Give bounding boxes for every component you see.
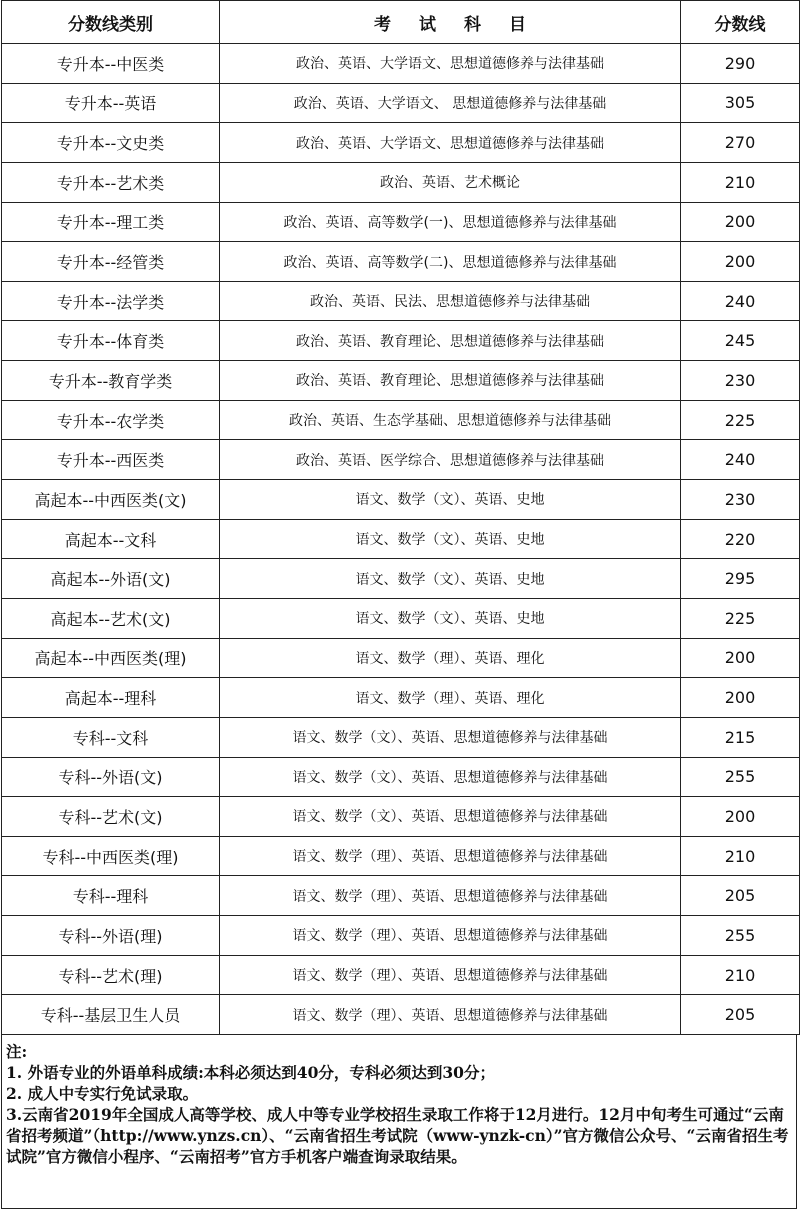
table-row — [2, 598, 800, 638]
note-item-3: 3.云南省2019年全国成人高等学校、成人中等专业学校招生录取工作将于12月进行。12月中旬考生可通过“云南省招考频道”（http://www.ynzs.cn）、“云南省招生考试院（www-ynzk-cn）”官方微信公众号、“云南省招生考试院”官方微信小程序、“云南招考”官方手机客户端查询录取结果。 — [6, 1105, 789, 1167]
row-category: 高起本--理科 — [2, 678, 220, 718]
row-score: 215 — [681, 717, 800, 757]
row-score: 210 — [681, 836, 800, 876]
row-subjects: 政治、英语、教育理论、思想道德修养与法律基础 — [220, 361, 681, 401]
table-row — [2, 44, 800, 84]
row-subjects: 政治、英语、艺术概论 — [220, 162, 681, 202]
table-row — [2, 717, 800, 757]
table-row — [2, 480, 800, 520]
table-row — [2, 678, 800, 718]
row-category: 高起本--外语(文) — [2, 559, 220, 599]
row-score: 240 — [681, 281, 800, 321]
row-category: 专升本--英语 — [2, 83, 220, 123]
header-score: 分数线 — [681, 1, 800, 44]
row-score: 225 — [681, 598, 800, 638]
score-table — [1, 0, 800, 1035]
row-subjects: 政治、英语、教育理论、思想道德修养与法律基础 — [220, 321, 681, 361]
table-row — [2, 162, 800, 202]
row-subjects: 语文、数学（理）、英语、思想道德修养与法律基础 — [220, 916, 681, 956]
row-subjects: 政治、英语、医学综合、思想道德修养与法律基础 — [220, 440, 681, 480]
row-score: 230 — [681, 361, 800, 401]
row-score: 255 — [681, 916, 800, 956]
row-subjects: 语文、数学（文）、英语、思想道德修养与法律基础 — [220, 757, 681, 797]
row-category: 专升本--教育学类 — [2, 361, 220, 401]
row-score: 200 — [681, 202, 800, 242]
row-subjects: 语文、数学（理）、英语、思想道德修养与法律基础 — [220, 995, 681, 1035]
row-score: 200 — [681, 678, 800, 718]
notes-section — [1, 1035, 797, 1209]
table-row — [2, 202, 800, 242]
row-category: 专升本--体育类 — [2, 321, 220, 361]
row-score: 200 — [681, 638, 800, 678]
row-category: 高起本--文科 — [2, 519, 220, 559]
table-row — [2, 559, 800, 599]
row-category: 高起本--艺术(文) — [2, 598, 220, 638]
row-subjects: 政治、英语、大学语文、思想道德修养与法律基础 — [220, 44, 681, 84]
row-score: 270 — [681, 123, 800, 163]
row-score: 220 — [681, 519, 800, 559]
row-score: 210 — [681, 955, 800, 995]
note-item-1: 1. 外语专业的外语单科成绩:本科必须达到40分，专科必须达到30分； — [6, 1063, 495, 1083]
row-subjects: 政治、英语、高等数学(一)、思想道德修养与法律基础 — [220, 202, 681, 242]
row-category: 专科--基层卫生人员 — [2, 995, 220, 1035]
table-row — [2, 916, 800, 956]
row-subjects: 语文、数学（文）、英语、史地 — [220, 598, 681, 638]
row-category: 专升本--文史类 — [2, 123, 220, 163]
table-row — [2, 757, 800, 797]
row-score: 295 — [681, 559, 800, 599]
row-subjects: 语文、数学（理）、英语、思想道德修养与法律基础 — [220, 955, 681, 995]
row-category: 专科--外语(文) — [2, 757, 220, 797]
row-category: 专升本--法学类 — [2, 281, 220, 321]
row-score: 200 — [681, 242, 800, 282]
table-body — [2, 44, 800, 1035]
row-subjects: 政治、英语、大学语文、思想道德修养与法律基础 — [220, 123, 681, 163]
table-row — [2, 797, 800, 837]
table-row — [2, 321, 800, 361]
row-category: 专升本--中医类 — [2, 44, 220, 84]
table-row — [2, 836, 800, 876]
row-score: 205 — [681, 876, 800, 916]
row-score: 305 — [681, 83, 800, 123]
table-row — [2, 995, 800, 1035]
row-category: 专升本--农学类 — [2, 400, 220, 440]
table-row — [2, 281, 800, 321]
row-category: 专科--艺术(理) — [2, 955, 220, 995]
row-category: 专升本--经管类 — [2, 242, 220, 282]
row-subjects: 语文、数学（文）、英语、史地 — [220, 559, 681, 599]
row-score: 255 — [681, 757, 800, 797]
row-category: 专升本--西医类 — [2, 440, 220, 480]
row-score: 200 — [681, 797, 800, 837]
row-score: 240 — [681, 440, 800, 480]
row-subjects: 政治、英语、生态学基础、思想道德修养与法律基础 — [220, 400, 681, 440]
row-score: 245 — [681, 321, 800, 361]
row-category: 专科--文科 — [2, 717, 220, 757]
header-category: 分数线类别 — [2, 1, 220, 44]
note-item-2: 2. 成人中专实行免试录取。 — [6, 1084, 199, 1104]
table-row — [2, 400, 800, 440]
row-subjects: 语文、数学（理）、英语、思想道德修养与法律基础 — [220, 836, 681, 876]
table-row — [2, 83, 800, 123]
row-category: 专科--理科 — [2, 876, 220, 916]
row-subjects: 语文、数学（理）、英语、理化 — [220, 678, 681, 718]
table-row — [2, 361, 800, 401]
row-category: 专科--艺术(文) — [2, 797, 220, 837]
row-subjects: 语文、数学（理）、英语、理化 — [220, 638, 681, 678]
table-row — [2, 638, 800, 678]
table-row — [2, 440, 800, 480]
row-score: 290 — [681, 44, 800, 84]
table-row — [2, 519, 800, 559]
row-subjects: 语文、数学（文）、英语、史地 — [220, 519, 681, 559]
table-header-row — [2, 1, 800, 44]
row-score: 230 — [681, 480, 800, 520]
row-category: 高起本--中西医类(文) — [2, 480, 220, 520]
notes-title: 注: — [6, 1042, 28, 1062]
row-category: 专科--外语(理) — [2, 916, 220, 956]
row-category: 专升本--艺术类 — [2, 162, 220, 202]
header-subjects: 考试科目 — [220, 1, 681, 44]
row-subjects: 政治、英语、高等数学(二)、思想道德修养与法律基础 — [220, 242, 681, 282]
row-category: 专升本--理工类 — [2, 202, 220, 242]
table-row — [2, 123, 800, 163]
row-subjects: 政治、英语、民法、思想道德修养与法律基础 — [220, 281, 681, 321]
row-subjects: 语文、数学（文）、英语、思想道德修养与法律基础 — [220, 797, 681, 837]
row-score: 210 — [681, 162, 800, 202]
row-category: 高起本--中西医类(理) — [2, 638, 220, 678]
table-row — [2, 876, 800, 916]
row-subjects: 语文、数学（文）、英语、史地 — [220, 480, 681, 520]
row-subjects: 语文、数学（理）、英语、思想道德修养与法律基础 — [220, 876, 681, 916]
row-subjects: 语文、数学（文）、英语、思想道德修养与法律基础 — [220, 717, 681, 757]
row-score: 205 — [681, 995, 800, 1035]
row-category: 专科--中西医类(理) — [2, 836, 220, 876]
table-row — [2, 955, 800, 995]
row-score: 225 — [681, 400, 800, 440]
row-subjects: 政治、英语、大学语文、 思想道德修养与法律基础 — [220, 83, 681, 123]
table-row — [2, 242, 800, 282]
